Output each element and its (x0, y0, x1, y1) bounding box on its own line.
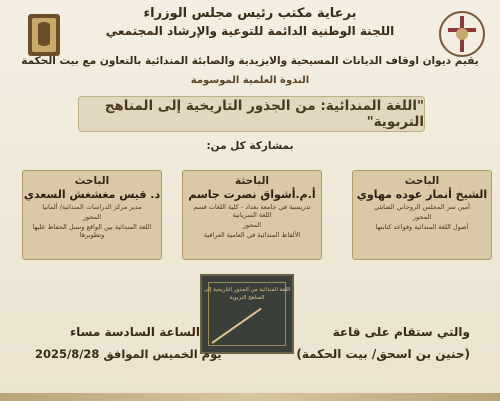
venue-name: (حنين بن اسحق/ بيت الحكمة) (296, 347, 470, 361)
venue-intro: والتي ستقام على قاعة (332, 325, 470, 339)
researcher-role: الباحث (74, 175, 110, 187)
researcher-axis: الألفاظ المندائية في العامية العراقية (203, 231, 301, 239)
researcher-name: الشيخ أنمار عوده مهاوي (356, 188, 488, 201)
researcher-name: د. قيس مغشغش السعدي (23, 188, 161, 201)
researcher-card (352, 170, 492, 260)
seminar-title: "اللغة المندائية: من الجذور التاريخية إلى المناهج التربوية" (104, 98, 424, 130)
header-line-2: اللجنة الوطنية الدائمة للتوعية والإرشاد المجتمعي (105, 24, 395, 38)
header-line-1: برعاية مكتب رئيس مجلس الوزراء (143, 6, 357, 21)
axis-label: المحور (82, 213, 102, 221)
researcher-role: الباحث (404, 175, 440, 187)
researcher-card (22, 170, 162, 260)
bottom-decorative-bar (0, 393, 500, 401)
book-cover-image (200, 274, 294, 354)
axis-label: المحور (242, 221, 262, 229)
event-time: الساعة السادسة مساء (70, 325, 201, 339)
participation-label: بمشاركة كل من: (206, 140, 294, 152)
researcher-axis: اللغة المندائية بين الواقع وسبل الحفاظ عليها وتطويرها (32, 223, 152, 239)
event-date: يوم الخميس الموافق 2025/8/28 (35, 347, 222, 361)
seminar-title-banner (78, 96, 425, 132)
book-cover-text: اللغة المندائية من الجذور التاريخية إلى المناهج التربوية (203, 287, 291, 301)
researcher-desc: مدير مركز الدراسات المندائية/ ألمانيا (42, 203, 142, 211)
researcher-name: أ.م.أشواق نصرت جاسم (188, 188, 316, 201)
researcher-card (182, 170, 322, 260)
endowment-logo-icon (436, 8, 488, 60)
researcher-role: الباحثة (235, 175, 269, 187)
researcher-desc: أمين سر المجلس الروحاني الصابئي (373, 203, 470, 211)
researcher-desc: تدريسية في جامعة بغداد - كلية اللغات قسم اللغة السريانية (193, 203, 311, 219)
researcher-axis: أصول اللغة المندائية وقواعد كتابتها (375, 223, 469, 231)
axis-label: المحور (412, 213, 432, 221)
header-line-4: الندوة العلمية الموسومة (190, 75, 310, 86)
header-line-3: يقيم ديوان اوقاف الديانات المسيحية والايزيدية والصابئة المندائية بالتعاون مع بيت الحكمة (21, 55, 479, 67)
